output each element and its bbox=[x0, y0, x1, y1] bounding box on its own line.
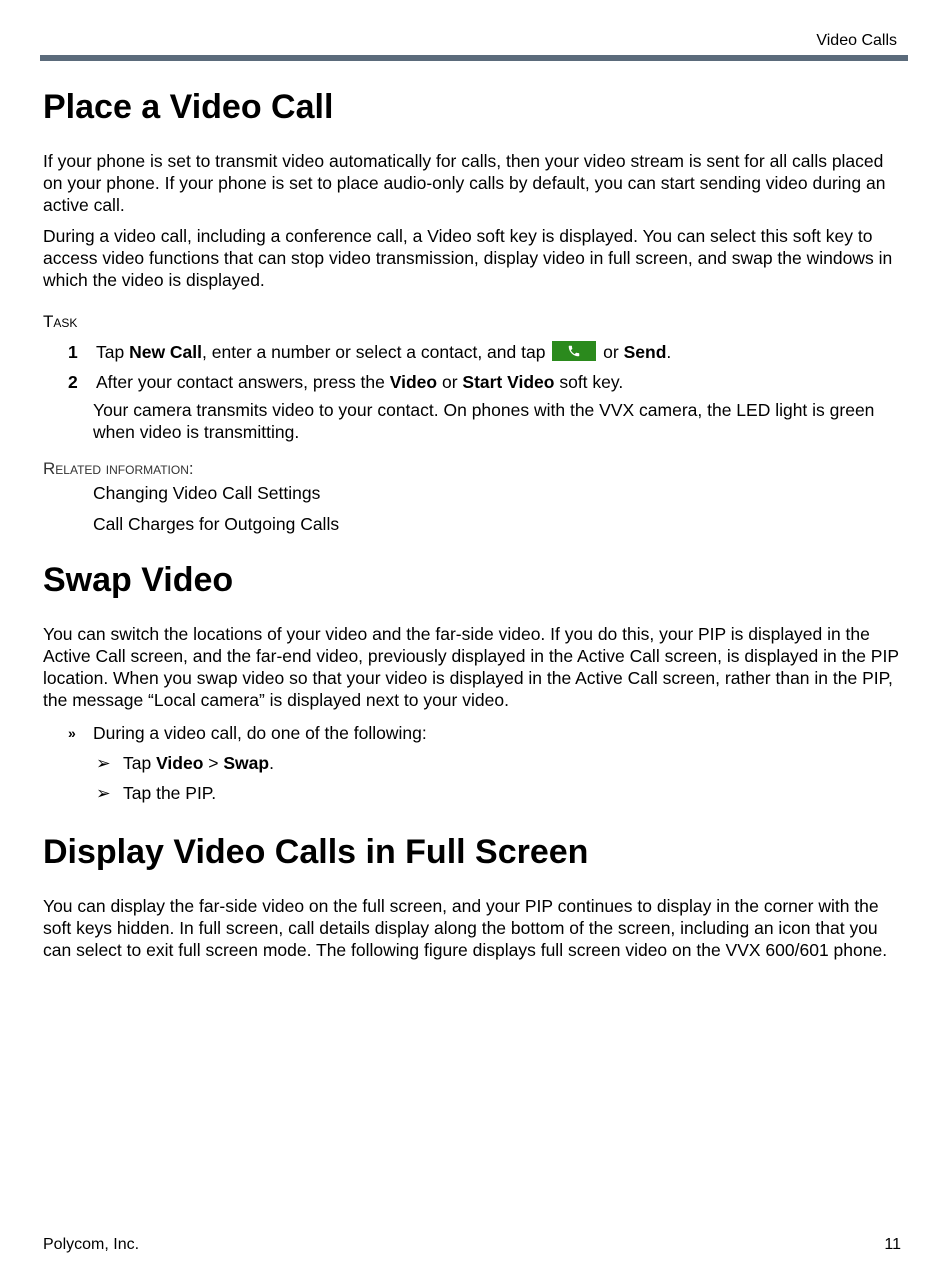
step-number: 1 bbox=[68, 342, 78, 362]
step-text: After your contact answers, press the Video or Start Video soft key. bbox=[96, 372, 624, 392]
ui-term: Send bbox=[623, 342, 667, 362]
related-link[interactable]: Changing Video Call Settings bbox=[93, 483, 321, 503]
step-result-note: Your camera transmits video to your contact. On phones with the VVX camera, the LED light is green when video is transmitting. bbox=[93, 400, 875, 442]
paragraph: You can switch the locations of your video and the far-side video. If you do this, your PIP is displayed in the Active Call screen, and the far-end video, previously displayed in the Active Call screen, is displayed in the PIP location. When you swap video so that your video is displayed in the Active Call screen, rather than in the PIP, the message “Local camera” is displayed next to your video. bbox=[43, 624, 899, 710]
running-header: Video Calls bbox=[816, 32, 897, 49]
sub-bullet-item: ➢ Tap the PIP. bbox=[96, 783, 217, 803]
ui-term: Start Video bbox=[462, 372, 555, 392]
page-number: 11 bbox=[884, 1236, 901, 1253]
task-label: Task bbox=[43, 312, 78, 331]
sub-bullet-item: ➢ Tap Video > Swap. bbox=[96, 753, 274, 773]
task-step bbox=[43, 341, 903, 363]
arrow-bullet-icon: ➢ bbox=[96, 753, 111, 773]
page-content bbox=[43, 84, 903, 961]
footer-company: Polycom, Inc. bbox=[43, 1236, 140, 1253]
phone-call-icon bbox=[552, 341, 596, 361]
related-link[interactable]: Call Charges for Outgoing Calls bbox=[93, 514, 340, 534]
section-title-full-screen: Display Video Calls in Full Screen bbox=[43, 833, 589, 871]
paragraph: During a video call, including a conference call, a Video soft key is displayed. You can select this soft key to access video functions that can stop video transmission, display video in full screen, and swap the windows in which the video is displayed. bbox=[43, 226, 893, 290]
paragraph: If your phone is set to transmit video automatically for calls, then your video stream is sent for all calls placed on your phone. If your phone is set to place audio-only calls by default, you can start sending video during an active call. bbox=[43, 151, 886, 215]
step-number: 2 bbox=[68, 372, 78, 392]
related-information-label: Related information: bbox=[43, 459, 194, 478]
section-title-place-video-call: Place a Video Call bbox=[43, 88, 334, 126]
arrow-bullet-icon: ➢ bbox=[96, 783, 111, 803]
ui-term: Video bbox=[389, 372, 438, 392]
ui-term: New Call bbox=[129, 342, 203, 362]
header-rule bbox=[40, 55, 908, 61]
step-text: Tap New Call, enter a number or select a contact, and tap or Send. bbox=[96, 342, 672, 362]
section-title-swap-video: Swap Video bbox=[43, 561, 234, 599]
ui-term: Swap bbox=[223, 753, 270, 773]
bullet-icon: » bbox=[68, 725, 76, 741]
paragraph: You can display the far-side video on the full screen, and your PIP continues to display in the corner with the soft keys hidden. In full screen, call details display along the bottom of the screen, including an icon that you can select to exit full screen mode. The following figure displays full screen video on the VVX 600/601 phone. bbox=[43, 896, 888, 960]
bullet-item: » During a video call, do one of the following: bbox=[68, 723, 427, 743]
ui-term: Video bbox=[156, 753, 204, 773]
task-step bbox=[43, 371, 903, 393]
